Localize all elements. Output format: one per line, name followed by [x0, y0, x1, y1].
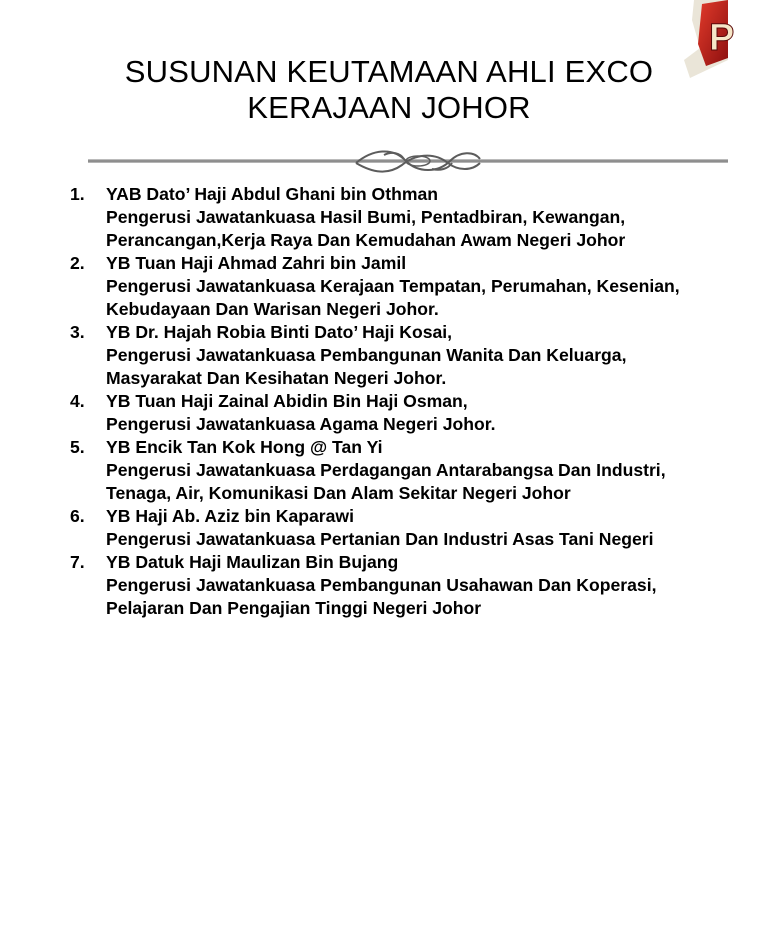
list-item — [0, 505, 728, 551]
member-portfolio: Pengerusi Jawatankuasa Agama Negeri Johor. — [106, 414, 496, 434]
member-name: YB Tuan Haji Ahmad Zahri bin Jamil — [106, 253, 407, 273]
list-item — [0, 183, 728, 252]
item-number: 4. — [70, 391, 85, 411]
member-portfolio: Pengerusi Jawatankuasa Pembangunan Wanita Dan Keluarga, — [106, 345, 627, 365]
member-portfolio: Perancangan,Kerja Raya Dan Kemudahan Awam Negeri Johor — [106, 230, 626, 250]
member-portfolio: Pengerusi Jawatankuasa Hasil Bumi, Pentadbiran, Kewangan, — [106, 207, 626, 227]
member-portfolio: Pelajaran Dan Pengajian Tinggi Negeri Johor — [106, 598, 482, 618]
corner-logo-letter: P — [709, 17, 735, 59]
title-line-1: SUSUNAN KEUTAMAAN AHLI EXCO — [124, 54, 654, 89]
member-name: YB Datuk Haji Maulizan Bin Bujang — [106, 552, 399, 572]
page-title — [0, 54, 778, 126]
list-item — [0, 436, 728, 505]
corner-logo — [676, 0, 735, 78]
exco-member-list — [0, 183, 728, 620]
member-portfolio: Pengerusi Jawatankuasa Kerajaan Tempatan, Perumahan, Kesenian, — [106, 276, 680, 296]
member-name: YB Tuan Haji Zainal Abidin Bin Haji Osman, — [106, 391, 468, 411]
list-item — [0, 252, 728, 321]
member-portfolio: Tenaga, Air, Komunikasi Dan Alam Sekitar Negeri Johor — [106, 483, 571, 503]
title-line-2: KERAJAAN JOHOR — [247, 90, 531, 125]
member-portfolio: Pengerusi Jawatankuasa Pertanian Dan Industri Asas Tani Negeri — [106, 529, 654, 549]
ornamental-divider — [88, 143, 728, 179]
member-name: YB Encik Tan Kok Hong @ Tan Yi — [106, 437, 383, 457]
item-number: 2. — [70, 253, 85, 273]
member-name: YB Dr. Hajah Robia Binti Dato’ Haji Kosai, — [106, 322, 453, 342]
member-portfolio: Pengerusi Jawatankuasa Perdagangan Antarabangsa Dan Industri, — [106, 460, 666, 480]
list-item — [0, 321, 728, 390]
member-name: YAB Dato’ Haji Abdul Ghani bin Othman — [106, 184, 439, 204]
list-item — [0, 390, 728, 436]
member-name: YB Haji Ab. Aziz bin Kaparawi — [106, 506, 354, 526]
item-number: 1. — [70, 184, 85, 204]
item-number: 3. — [70, 322, 85, 342]
list-item — [0, 551, 728, 620]
member-portfolio: Masyarakat Dan Kesihatan Negeri Johor. — [106, 368, 447, 388]
item-number: 5. — [70, 437, 85, 457]
member-portfolio: Kebudayaan Dan Warisan Negeri Johor. — [106, 299, 439, 319]
item-number: 7. — [70, 552, 85, 572]
item-number: 6. — [70, 506, 85, 526]
member-portfolio: Pengerusi Jawatankuasa Pembangunan Usahawan Dan Koperasi, — [106, 575, 657, 595]
